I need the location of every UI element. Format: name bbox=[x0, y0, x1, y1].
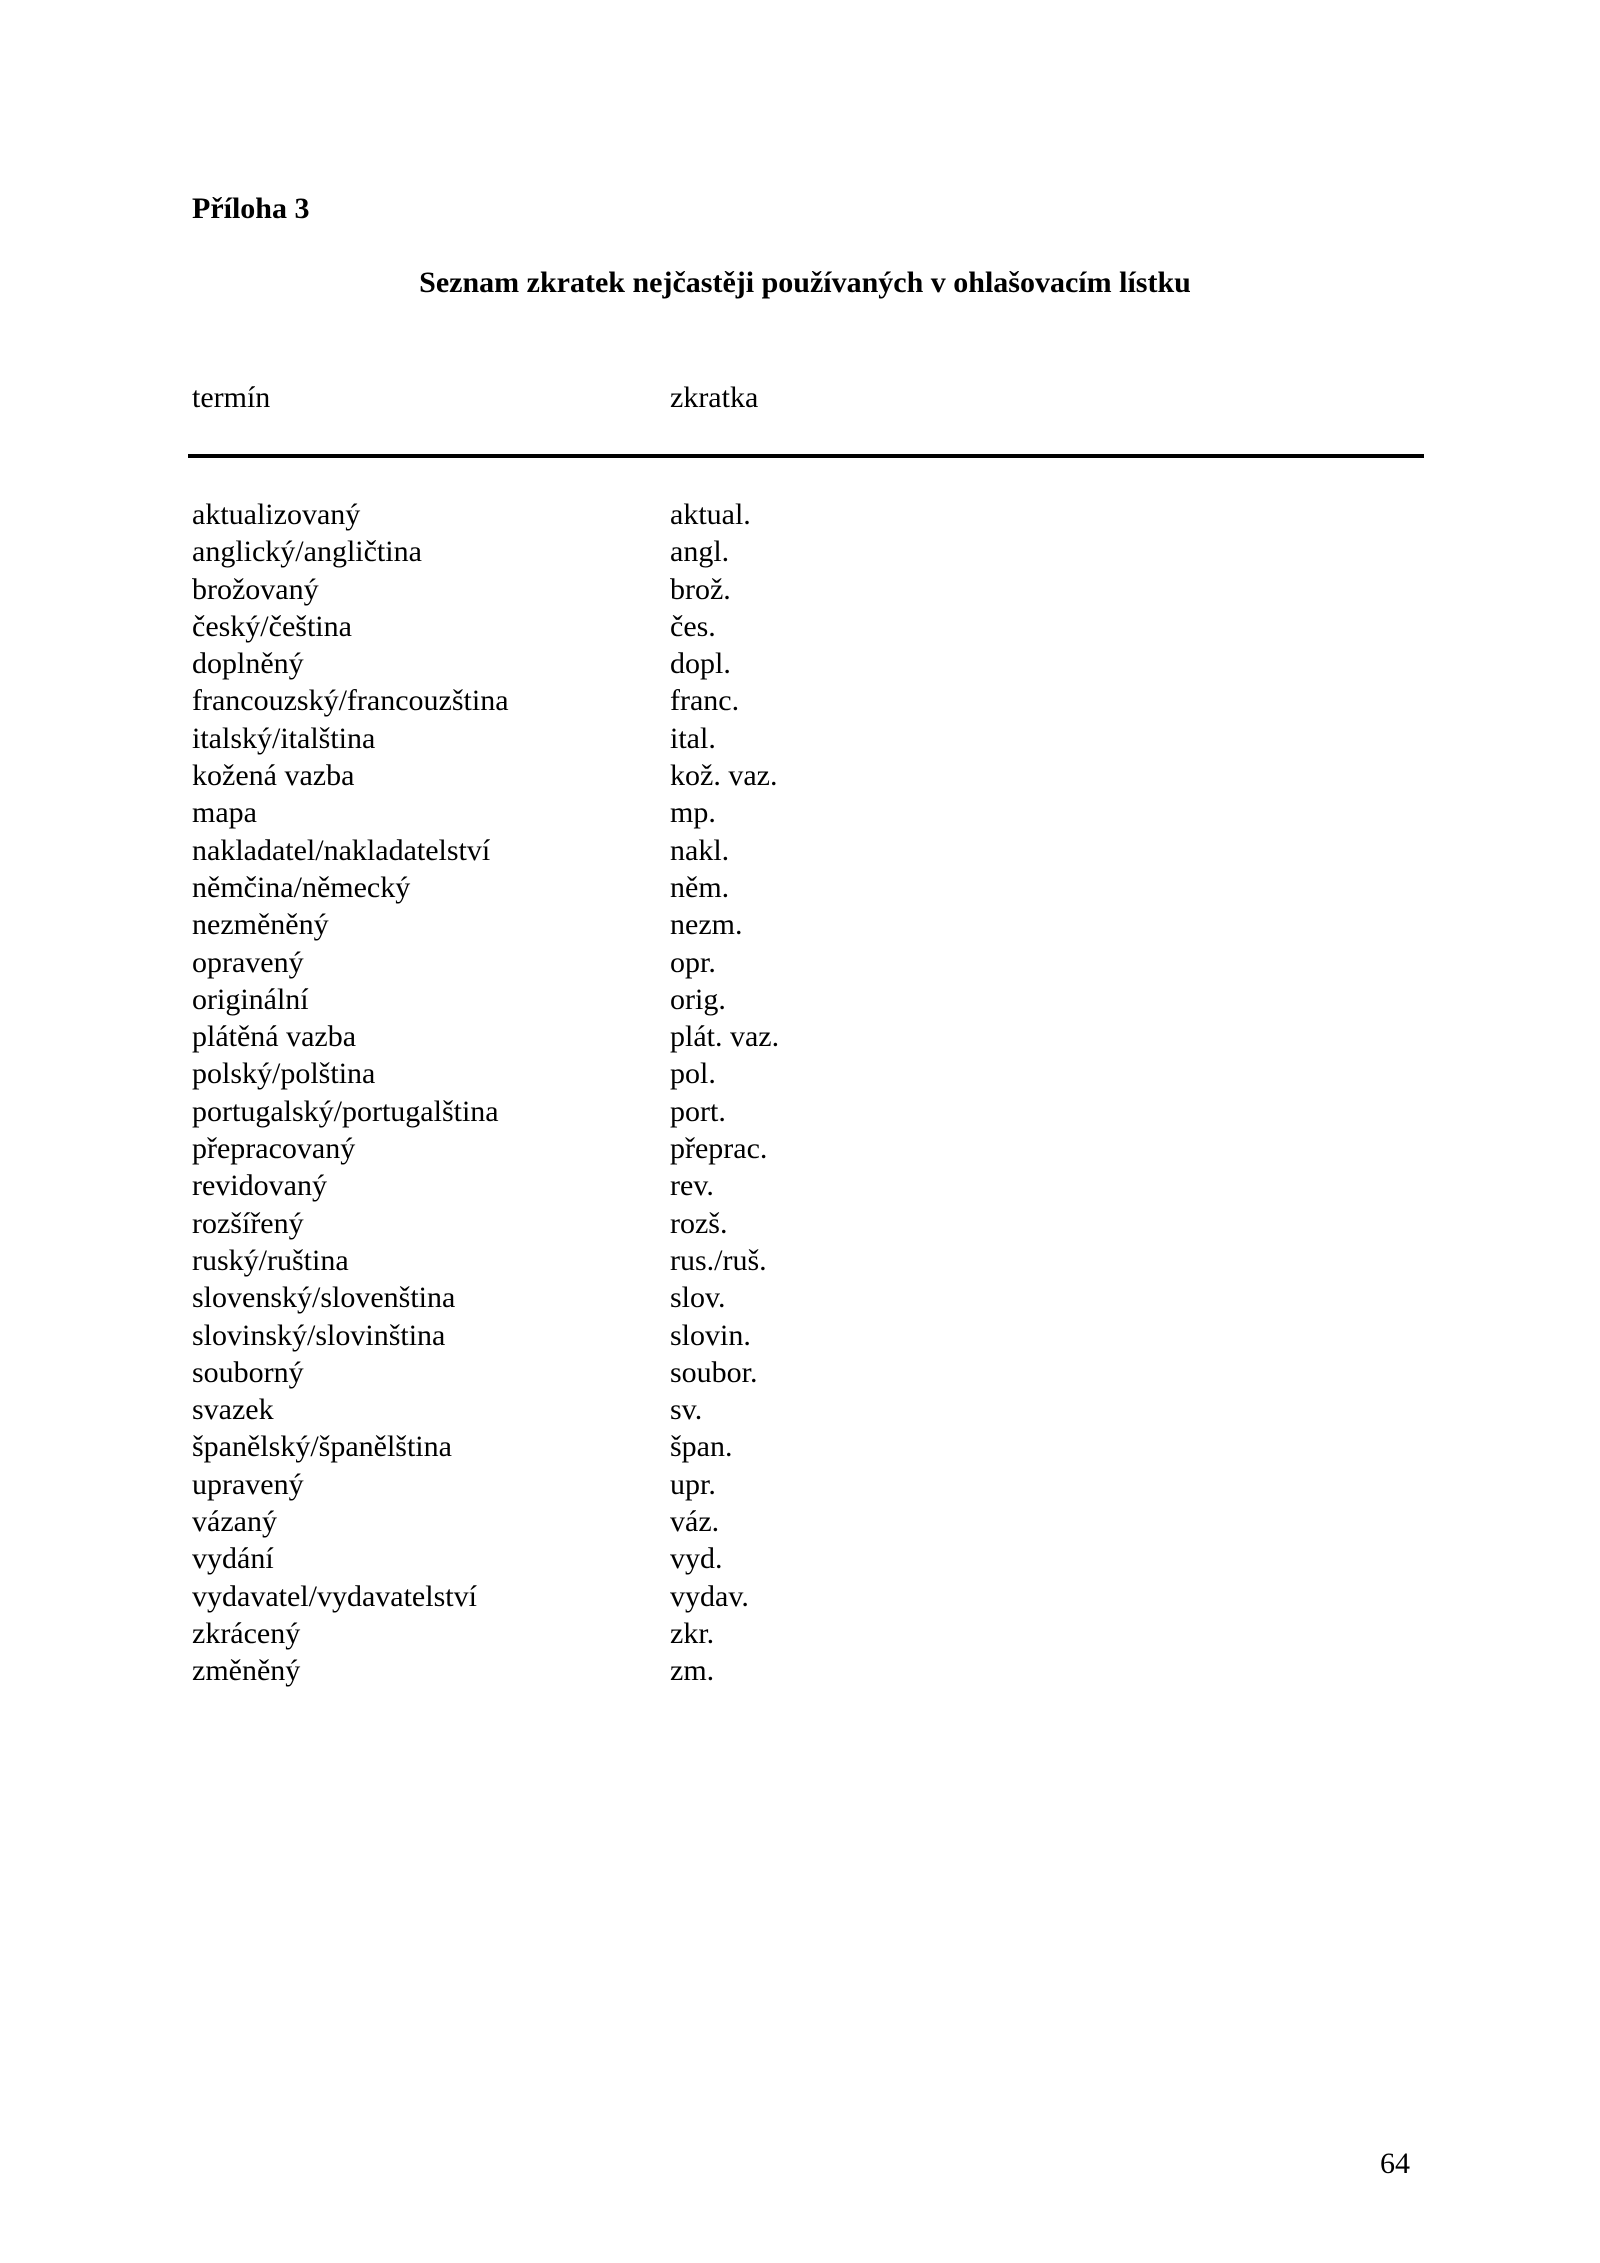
table-row bbox=[192, 1428, 1192, 1465]
term-cell: vydání bbox=[192, 1542, 274, 1576]
abbreviation-cell: kož. vaz. bbox=[670, 759, 778, 793]
table-row bbox=[192, 1466, 1192, 1503]
abbreviation-cell: franc. bbox=[670, 684, 740, 718]
abbreviation-cell: rus./ruš. bbox=[670, 1243, 767, 1277]
table-row bbox=[192, 1391, 1192, 1428]
term-cell: kožená vazba bbox=[192, 759, 355, 793]
term-cell: slovinský/slovinština bbox=[192, 1318, 446, 1352]
table-row bbox=[192, 571, 1192, 608]
abbreviation-cell: ital. bbox=[670, 721, 716, 755]
term-cell: přepracovaný bbox=[192, 1132, 356, 1166]
abbreviation-list bbox=[192, 496, 1192, 1690]
table-row bbox=[192, 1055, 1192, 1092]
abbreviation-cell: slovin. bbox=[670, 1318, 751, 1352]
term-cell: opravený bbox=[192, 945, 304, 979]
abbreviation-cell: rev. bbox=[670, 1169, 714, 1203]
term-cell: slovenský/slovenština bbox=[192, 1281, 456, 1315]
term-cell: doplněný bbox=[192, 647, 304, 681]
table-row bbox=[192, 1093, 1192, 1130]
term-cell: polský/polština bbox=[192, 1057, 376, 1091]
term-cell: zkrácený bbox=[192, 1616, 301, 1650]
table-row bbox=[192, 944, 1192, 981]
table-row bbox=[192, 794, 1192, 831]
abbreviation-cell: něm. bbox=[670, 870, 730, 904]
table-row bbox=[192, 1130, 1192, 1167]
abbreviation-cell: rozš. bbox=[670, 1206, 728, 1240]
term-cell: upravený bbox=[192, 1467, 304, 1501]
abbreviation-cell: upr. bbox=[670, 1467, 716, 1501]
term-cell: španělský/španělština bbox=[192, 1430, 452, 1464]
term-cell: ruský/ruština bbox=[192, 1243, 349, 1277]
term-cell: plátěná vazba bbox=[192, 1020, 357, 1054]
abbreviation-cell: mp. bbox=[670, 796, 716, 830]
abbreviation-cell: dopl. bbox=[670, 647, 731, 681]
abbreviation-cell: aktual. bbox=[670, 498, 751, 531]
term-cell: český/čeština bbox=[192, 609, 352, 643]
abbreviation-cell: zkr. bbox=[670, 1616, 715, 1650]
term-cell: souborný bbox=[192, 1355, 304, 1389]
abbreviation-cell: nakl. bbox=[670, 833, 730, 867]
abbreviation-cell: sv. bbox=[670, 1393, 703, 1427]
table-row bbox=[192, 645, 1192, 682]
abbreviation-cell: špan. bbox=[670, 1430, 733, 1464]
term-cell: vázaný bbox=[192, 1505, 277, 1539]
table-row bbox=[192, 981, 1192, 1018]
table-row bbox=[192, 1354, 1192, 1391]
term-cell: italský/italština bbox=[192, 721, 376, 755]
abbreviation-cell: opr. bbox=[670, 945, 716, 979]
abbreviation-cell: čes. bbox=[670, 609, 716, 643]
abbreviation-cell: přeprac. bbox=[670, 1132, 768, 1166]
column-header-term: termín bbox=[192, 381, 271, 414]
abbreviation-cell: vydav. bbox=[670, 1579, 749, 1613]
table-row bbox=[192, 496, 1192, 533]
term-cell: revidovaný bbox=[192, 1169, 327, 1203]
term-cell: nezměněný bbox=[192, 908, 329, 942]
table-row bbox=[192, 1167, 1192, 1204]
table-row bbox=[192, 720, 1192, 757]
table-row bbox=[192, 682, 1192, 719]
table-row bbox=[192, 1615, 1192, 1652]
term-cell: mapa bbox=[192, 796, 257, 830]
table-row bbox=[192, 832, 1192, 869]
abbreviation-cell: brož. bbox=[670, 572, 731, 606]
term-cell: nakladatel/nakladatelství bbox=[192, 833, 491, 867]
term-cell: portugalský/portugalština bbox=[192, 1094, 499, 1128]
term-cell: originální bbox=[192, 982, 309, 1016]
table-row bbox=[192, 869, 1192, 906]
abbreviation-cell: plát. vaz. bbox=[670, 1020, 780, 1054]
abbreviation-cell: nezm. bbox=[670, 908, 743, 942]
abbreviation-cell: váz. bbox=[670, 1505, 720, 1539]
term-cell: svazek bbox=[192, 1393, 274, 1427]
abbreviation-cell: orig. bbox=[670, 982, 726, 1016]
abbreviation-cell: vyd. bbox=[670, 1542, 723, 1576]
table-row bbox=[192, 1279, 1192, 1316]
abbreviation-cell: angl. bbox=[670, 535, 730, 569]
table-row bbox=[192, 1652, 1192, 1689]
term-cell: změněný bbox=[192, 1654, 301, 1688]
table-row bbox=[192, 1205, 1192, 1242]
table-row bbox=[192, 1018, 1192, 1055]
table-row bbox=[192, 533, 1192, 570]
abbreviation-cell: pol. bbox=[670, 1057, 716, 1091]
term-cell: brožovaný bbox=[192, 572, 319, 606]
table-row bbox=[192, 1503, 1192, 1540]
term-cell: němčina/německý bbox=[192, 870, 411, 904]
term-cell: francouzský/francouzština bbox=[192, 684, 509, 718]
term-cell: aktualizovaný bbox=[192, 498, 361, 531]
document-title: Seznam zkratek nejčastěji používaných v ohlašovacím lístku bbox=[419, 266, 1191, 299]
term-cell: vydavatel/vydavatelství bbox=[192, 1579, 477, 1613]
page-number: 64 bbox=[1380, 2147, 1410, 2180]
table-row bbox=[192, 1242, 1192, 1279]
abbreviation-cell: slov. bbox=[670, 1281, 726, 1315]
table-row bbox=[192, 1317, 1192, 1354]
table-header bbox=[192, 378, 1422, 418]
term-cell: rozšířený bbox=[192, 1206, 304, 1240]
abbreviation-cell: port. bbox=[670, 1094, 726, 1128]
table-row bbox=[192, 1578, 1192, 1615]
table-row bbox=[192, 1540, 1192, 1577]
column-header-abbreviation: zkratka bbox=[670, 381, 759, 414]
abbreviation-cell: zm. bbox=[670, 1654, 715, 1688]
table-row bbox=[192, 906, 1192, 943]
header-divider bbox=[188, 454, 1424, 458]
table-row bbox=[192, 608, 1192, 645]
term-cell: anglický/angličtina bbox=[192, 535, 422, 569]
table-row bbox=[192, 757, 1192, 794]
abbreviation-cell: soubor. bbox=[670, 1355, 758, 1389]
appendix-label: Příloha 3 bbox=[192, 192, 310, 225]
